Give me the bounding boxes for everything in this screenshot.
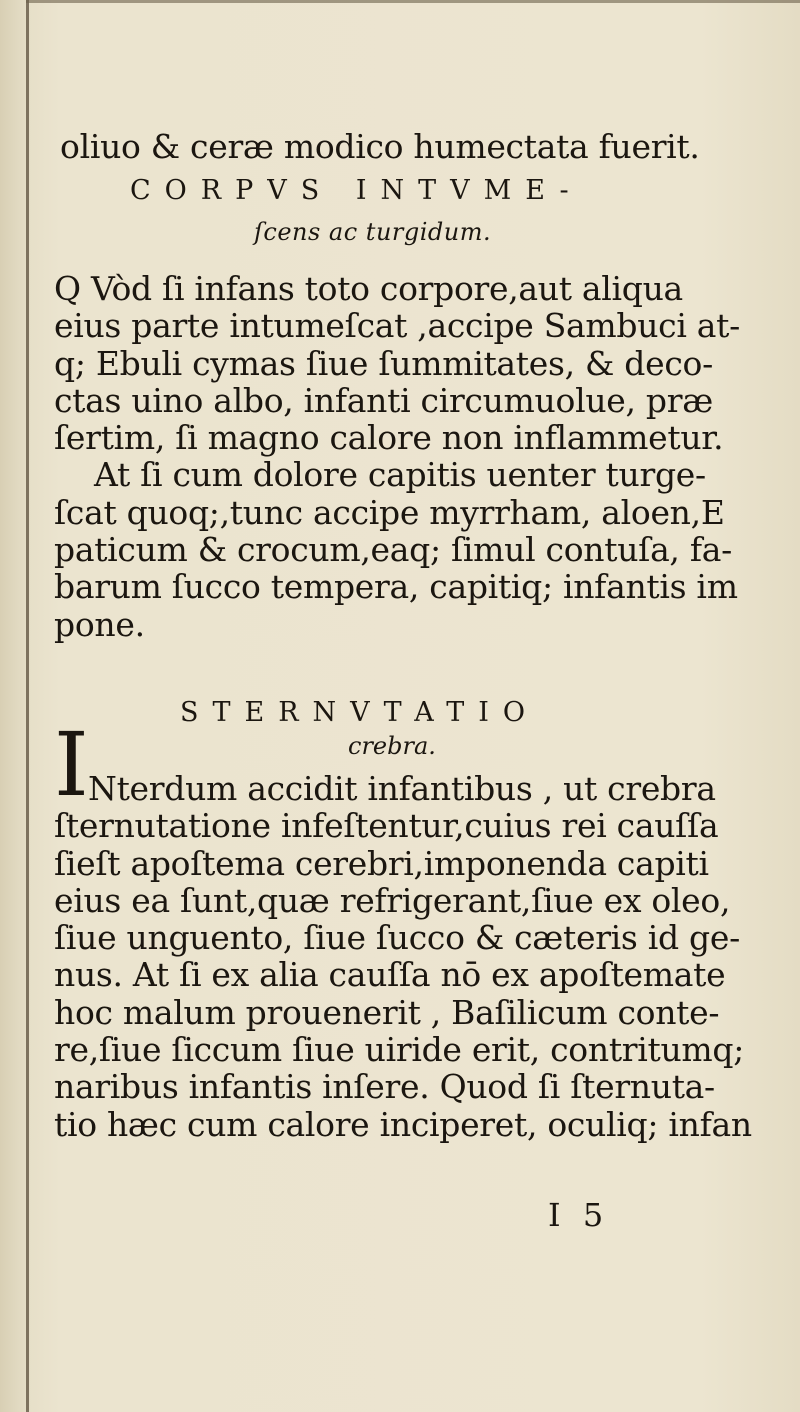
text-line: ſertim, ſi magno calore non inflammetur. <box>54 418 724 458</box>
text-line: eius ea ſunt,quæ refrigerant,ſiue ex oleo, <box>54 880 731 920</box>
text-line: nus. At ſi ex alia cauſſa nō ex apoſtemate <box>54 955 726 995</box>
text-line: ſcat quoq;,tunc accipe myrrham, aloen,E <box>54 492 725 532</box>
text-line: Nterdum accidit infantibus , ut crebra <box>88 769 716 808</box>
text-line: hoc malum prouenerit , Baſilicum conte- <box>54 992 720 1032</box>
page-top-edge <box>26 0 800 3</box>
text-line: naribus infantis inſere. Quod ſi ſternuta- <box>54 1067 715 1107</box>
signature-mark: I 5 <box>548 1196 610 1234</box>
text-line: ſiue unguento, ſiue ſucco & cæteris id ge- <box>54 918 740 958</box>
text-line: q; Ebuli cymas ſiue ſummitates, & deco- <box>54 343 713 383</box>
text-line: ctas uino albo, infanti circumuolue, præ <box>54 380 713 420</box>
text-line: barum ſucco tempera, capitiq; infantis im <box>54 567 738 607</box>
text-line: eius parte intumeſcat ,accipe Sambuci at- <box>54 306 740 346</box>
text-line: oliuo & ceræ modico humectata fuerit. <box>60 127 700 166</box>
section-subheading-corpus: ſcens ac turgidum. <box>254 218 492 246</box>
continuation-line <box>60 128 708 165</box>
text-line: re,ſiue ſiccum ſiue uiride erit, contritumq; <box>54 1030 745 1070</box>
text-line: ſieſt apoſtema cerebri,imponenda capiti <box>54 843 709 883</box>
text-line: At ſi cum dolore capitis uenter turge- <box>94 455 706 495</box>
section-heading-corpus: CORPVS INTVME- <box>130 175 583 206</box>
text-line: ſternutatione infeſtentur,cuius rei cauſſa <box>54 806 719 846</box>
text-line: paticum & crocum,eaq; ſimul contuſa, fa- <box>54 530 732 570</box>
text-line: tio hæc cum calore inciperet, oculiq; infan <box>54 1104 752 1144</box>
section-subheading-sternutatio: crebra. <box>348 732 436 760</box>
drop-capital: I <box>54 713 89 816</box>
paragraph-corpus <box>54 269 740 644</box>
section-heading-sternutatio: STERNVTATIO <box>180 697 540 728</box>
paragraph-sternutatio <box>54 713 752 1144</box>
page-gutter-edge <box>26 0 29 1412</box>
text-line: Q Vòd ſi infans toto corpore,aut aliqua <box>54 269 683 308</box>
text-line: pone. <box>54 604 145 644</box>
